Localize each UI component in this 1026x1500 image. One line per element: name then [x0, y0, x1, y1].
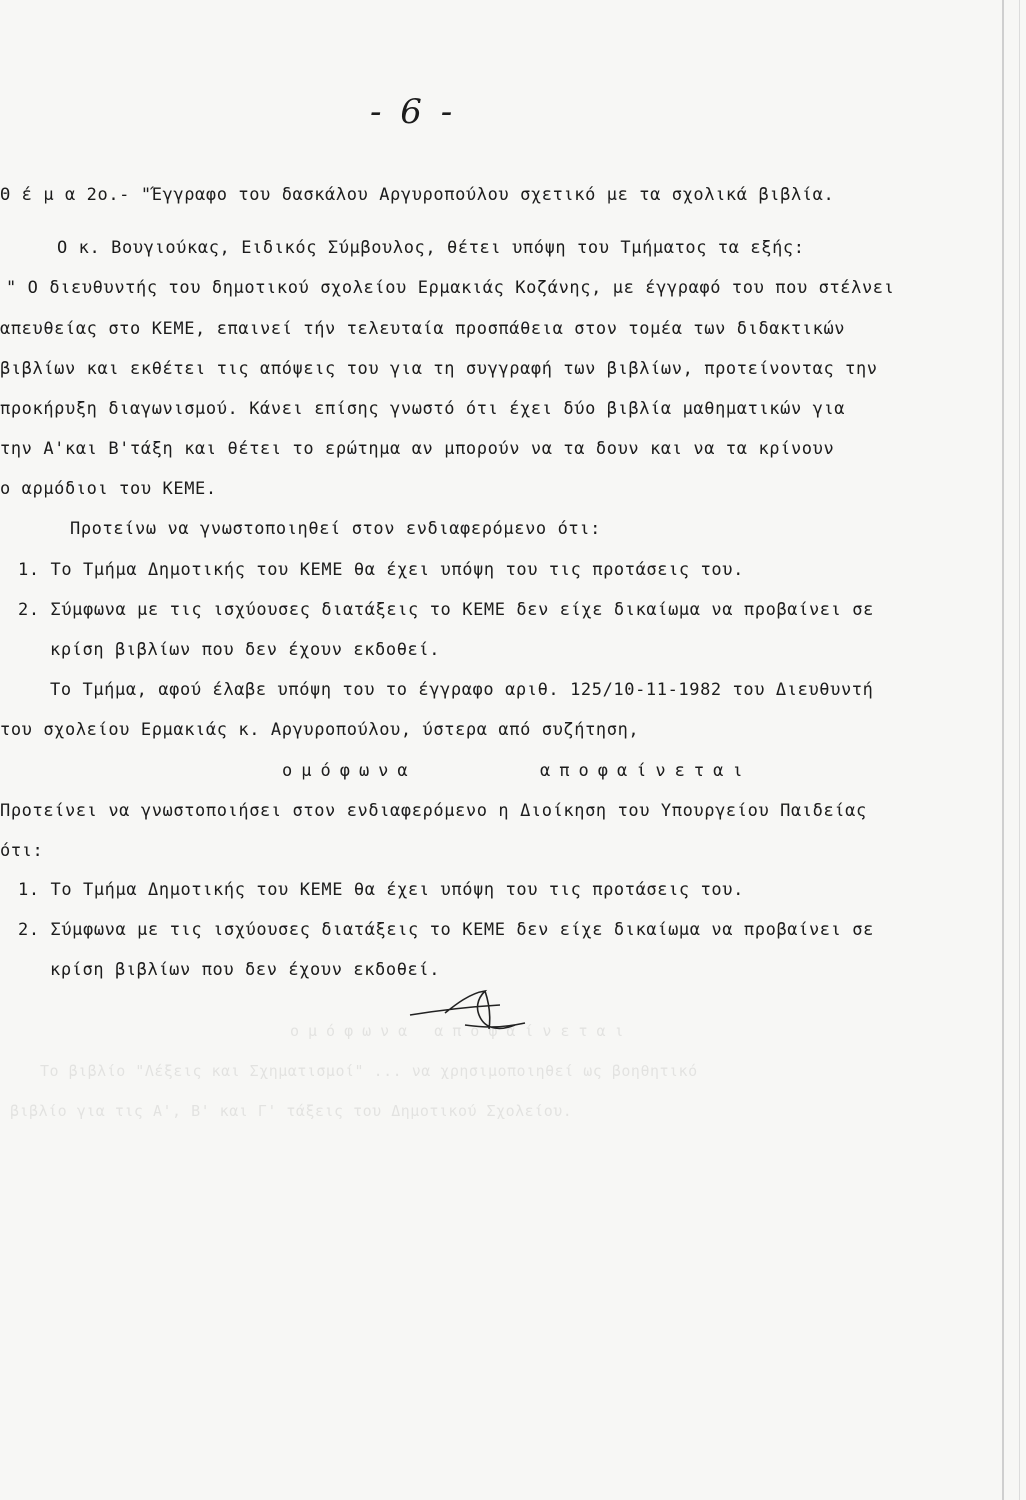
intro-line: Ο κ. Βουγιούκας, Ειδικός Σύμβουλος, θέτει υπόψη του Τμήματος τα εξής:	[57, 238, 805, 258]
show-through-text: βιβλίο για τις Α', Β' και Γ' τάξεις του Δημοτικού Σχολείου.	[10, 1102, 573, 1120]
quote-line: την Α'και Β'τάξη και θέτει το ερώτημα αν μπορούν να τα δουν και να τα κρίνουν	[0, 439, 835, 459]
proposal-intro: Προτείνω να γνωστοποιηθεί στον ενδιαφερόμενο ότι:	[70, 519, 601, 539]
show-through-text: Το βιβλίο "Λέξεις και Σχηματισμοί" ... να χρησιμοποιηθεί ως βοηθητικό	[40, 1062, 698, 1080]
quote-line: " Ο διευθυντής του δημοτικού σχολείου Ερμακιάς Κοζάνης, με έγγραφό του που στέλνει	[6, 278, 895, 298]
ruling-item: 1. Το Τμήμα Δημοτικής του ΚΕΜΕ θα έχει υπόψη του τις προτάσεις του.	[18, 880, 744, 900]
quote-line: προκήρυξη διαγωνισμού. Κάνει επίσης γνωστό ότι έχει δύο βιβλία μαθηματικών για	[0, 399, 846, 419]
proposal-item: κρίση βιβλίων που δεν έχουν εκδοθεί.	[50, 640, 441, 660]
topic-heading: Θ έ μ α 2ο.- "Έγγραφο του δασκάλου Αργυροπούλου σχετικό με τα σχολικά βιβλία.	[0, 185, 835, 205]
quote-line: βιβλίων και εκθέτει τις απόψεις του για τη συγγραφή των βιβλίων, προτείνοντας την	[0, 359, 878, 379]
proposal-item: 1. Το Τμήμα Δημοτικής του ΚΕΜΕ θα έχει υπόψη του τις προτάσεις του.	[18, 560, 744, 580]
quote-line: απευθείας στο ΚΕΜΕ, επαινεί τήν τελευταία προσπάθεια στον τομέα των διδακτικών	[0, 319, 846, 339]
ruling-line: Προτείνει να γνωστοποιήσει στον ενδιαφερόμενο η Διοίκηση του Υπουργείου Παιδείας	[0, 801, 867, 821]
ruling-line: ότι:	[0, 841, 44, 861]
quote-line: ο αρμόδιοι του ΚΕΜΕ.	[0, 479, 217, 499]
proposal-item: 2. Σύμφωνα με τις ισχύουσες διατάξεις το ΚΕΜΕ δεν είχε δικαίωμα να προβαίνει σε	[18, 600, 874, 620]
decision-line: του σχολείου Ερμακιάς κ. Αργυροπούλου, ύστερα από συζήτηση,	[0, 720, 640, 740]
decision-word-decides: αποφαίνεται	[540, 761, 752, 781]
page-edge	[1019, 0, 1020, 1500]
page-number: - 6 -	[370, 92, 457, 132]
ruling-item: 2. Σύμφωνα με τις ισχύουσες διατάξεις το ΚΕΜΕ δεν είχε δικαίωμα να προβαίνει σε	[18, 920, 874, 940]
decision-line: Το Τμήμα, αφού έλαβε υπόψη του το έγγραφο αριθ. 125/10-11-1982 του Διευθυντή	[50, 680, 874, 700]
decision-word-unanimous: ομόφωνα	[282, 761, 417, 781]
show-through-text: ομόφωνα αποφαίνεται	[290, 1022, 633, 1040]
ruling-item: κρίση βιβλίων που δεν έχουν εκδοθεί.	[50, 960, 441, 980]
page-edge	[1002, 0, 1004, 1500]
